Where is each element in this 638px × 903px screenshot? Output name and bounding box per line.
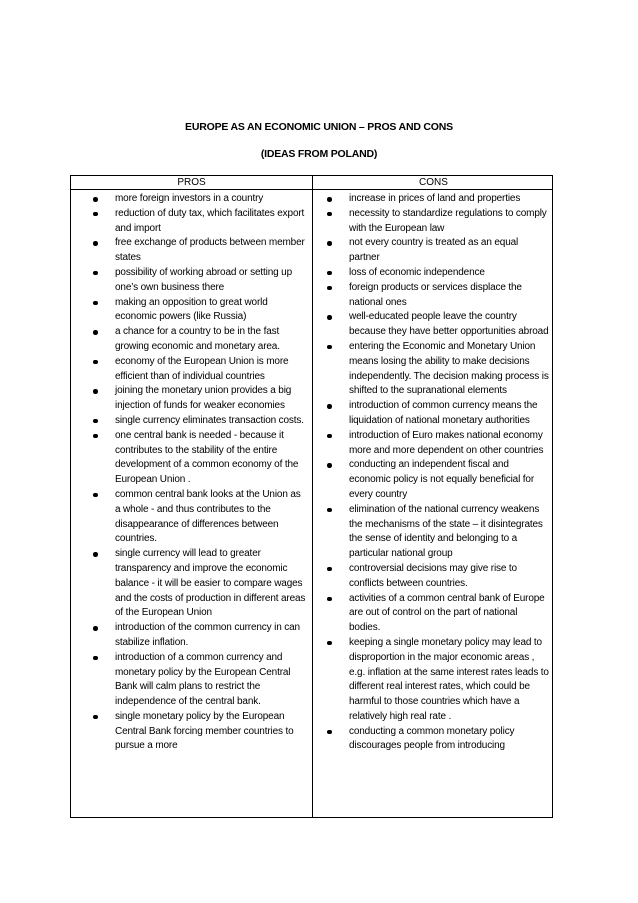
- bullet-icon: [327, 463, 332, 468]
- column-divider: [312, 176, 313, 817]
- pros-item: [115, 325, 308, 355]
- bullet-icon: [93, 626, 98, 631]
- pros-item-text: economy of the European Union is more efficient than of individual countries: [115, 355, 289, 382]
- pros-item: [115, 621, 308, 651]
- bullet-icon: [93, 212, 98, 217]
- pros-item-text: single currency will lead to greater transparency and improve the economic balance - it will be easier to compare wages and the costs of production in different areas of the European Union: [115, 548, 306, 619]
- bullet-icon: [327, 241, 332, 246]
- pros-item: [115, 651, 308, 710]
- pros-item: [115, 355, 308, 385]
- header-divider: [71, 189, 552, 190]
- pros-item-text: more foreign investors in a country: [115, 193, 264, 204]
- pros-item-text: one central bank is needed - because it contributes to the stability of the entire development of a common economy of the European Union .: [115, 429, 299, 486]
- pros-item: [115, 710, 308, 754]
- pros-item-text: introduction of the common currency in can stabilize inflation.: [115, 622, 300, 648]
- cons-item: [349, 592, 551, 636]
- bullet-icon: [93, 419, 98, 424]
- pros-item-text: single currency eliminates transaction costs.: [115, 414, 304, 426]
- cons-item-text: well-educated people leave the country because they have better opportunities abroad: [349, 311, 549, 338]
- bullet-icon: [327, 404, 332, 409]
- cons-item: [349, 192, 551, 207]
- cons-item: [349, 281, 551, 311]
- bullet-icon: [327, 641, 332, 646]
- cons-item: [349, 236, 551, 266]
- bullet-icon: [93, 241, 98, 246]
- cons-column-header: CONS: [419, 177, 448, 188]
- pros-item-text: introduction of a common currency and monetary policy by the European Central Bank will calm plans to restrict the independence of the central bank.: [115, 651, 291, 708]
- pros-item: [115, 207, 308, 237]
- bullet-icon: [327, 730, 332, 735]
- pros-item: [115, 266, 308, 296]
- bullet-icon: [327, 597, 332, 602]
- cons-item: [349, 725, 551, 755]
- cons-item: [349, 399, 551, 429]
- cons-list: [349, 192, 551, 754]
- pros-item: [115, 547, 308, 621]
- pros-item: [115, 296, 308, 326]
- pros-item: [115, 192, 308, 207]
- bullet-icon: [327, 434, 332, 439]
- pros-list: [115, 192, 308, 754]
- bullet-icon: [327, 271, 332, 276]
- cons-item-text: conducting an independent fiscal and economic policy is not equally beneficial for every country: [349, 459, 535, 500]
- cons-item-text: elimination of the national currency weakens the mechanisms of the state – it disintegrates the sense of identity and belonging to a particular national group: [349, 503, 543, 560]
- cons-item: [349, 429, 551, 459]
- document-title: EUROPE AS AN ECONOMIC UNION – PROS AND CONS: [185, 121, 453, 133]
- bullet-icon: [93, 493, 98, 498]
- pros-item-text: a chance for a country to be in the fast growing economic and monetary area.: [115, 326, 280, 352]
- cons-item: [349, 562, 551, 592]
- bullet-icon: [93, 656, 98, 661]
- cons-item: [349, 266, 551, 281]
- cons-item-text: not every country is treated as an equal partner: [349, 237, 519, 264]
- bullet-icon: [327, 345, 332, 350]
- pros-item: [115, 429, 308, 488]
- cons-item-text: loss of economic independence: [349, 266, 485, 278]
- document-subtitle: (IDEAS FROM POLAND): [260, 148, 378, 160]
- pros-item: [115, 488, 308, 547]
- bullet-icon: [93, 389, 98, 394]
- cons-item-text: introduction of Euro makes national economy more and more dependent on other countries: [349, 429, 544, 456]
- bullet-icon: [93, 271, 98, 276]
- bullet-icon: [327, 508, 332, 513]
- cons-item-text: necessity to standardize regulations to comply with the European law: [349, 207, 547, 234]
- bullet-icon: [93, 330, 98, 335]
- pros-item-text: free exchange of products between member states: [115, 237, 305, 264]
- pros-item-text: reduction of duty tax, which facilitates export and import: [115, 207, 305, 234]
- pros-item: [115, 236, 308, 266]
- cons-item: [349, 310, 551, 340]
- cons-item: [349, 340, 551, 399]
- pros-item-text: possibility of working abroad or setting up one’s own business there: [115, 266, 292, 293]
- bullet-icon: [327, 286, 332, 291]
- cons-item: [349, 636, 551, 725]
- cons-item-text: conducting a common monetary policy discourages people from introducing: [349, 725, 515, 752]
- cons-item-text: increase in prices of land and properties: [349, 193, 521, 204]
- bullet-icon: [327, 567, 332, 572]
- bullet-icon: [327, 212, 332, 217]
- cons-item-text: keeping a single monetary policy may lead to disproportion in the major economic areas , e.g. inflation at the same interest rates leads to different real interest rates, which could be harmful to those countries which have a relatively high real rate .: [349, 636, 549, 722]
- cons-item: [349, 503, 551, 562]
- cons-item-text: introduction of common currency means the liquidation of national monetary authorities: [349, 400, 538, 426]
- bullet-icon: [93, 301, 98, 306]
- bullet-icon: [93, 434, 98, 439]
- pros-item: [115, 414, 308, 429]
- pros-item: [115, 384, 308, 414]
- bullet-icon: [93, 360, 98, 365]
- cons-item-text: entering the Economic and Monetary Union means losing the ability to make decisions independently. The decision making process is shifted to the supranational elements: [349, 340, 549, 397]
- bullet-icon: [327, 197, 332, 202]
- pros-item-text: common central bank looks at the Union as a whole - and thus contributes to the disappearance of differences between countries.: [115, 488, 301, 545]
- cons-item: [349, 458, 551, 502]
- cons-item-text: activities of a common central bank of Europe are out of control on the part of national bodies.: [349, 592, 545, 634]
- pros-cons-table: [70, 175, 553, 818]
- bullet-icon: [93, 552, 98, 557]
- bullet-icon: [93, 197, 98, 202]
- bullet-icon: [93, 715, 98, 720]
- pros-item-text: making an opposition to great world economic powers (like Russia): [115, 296, 268, 323]
- pros-item-text: single monetary policy by the European Central Bank forcing member countries to pursue a more: [115, 710, 294, 752]
- cons-item-text: foreign products or services displace the national ones: [349, 281, 522, 308]
- pros-item-text: joining the monetary union provides a big injection of funds for weaker economies: [115, 385, 292, 412]
- pros-column-header: PROS: [177, 177, 206, 188]
- cons-item-text: controversial decisions may give rise to conflicts between countries.: [349, 562, 517, 589]
- bullet-icon: [327, 315, 332, 320]
- cons-item: [349, 207, 551, 237]
